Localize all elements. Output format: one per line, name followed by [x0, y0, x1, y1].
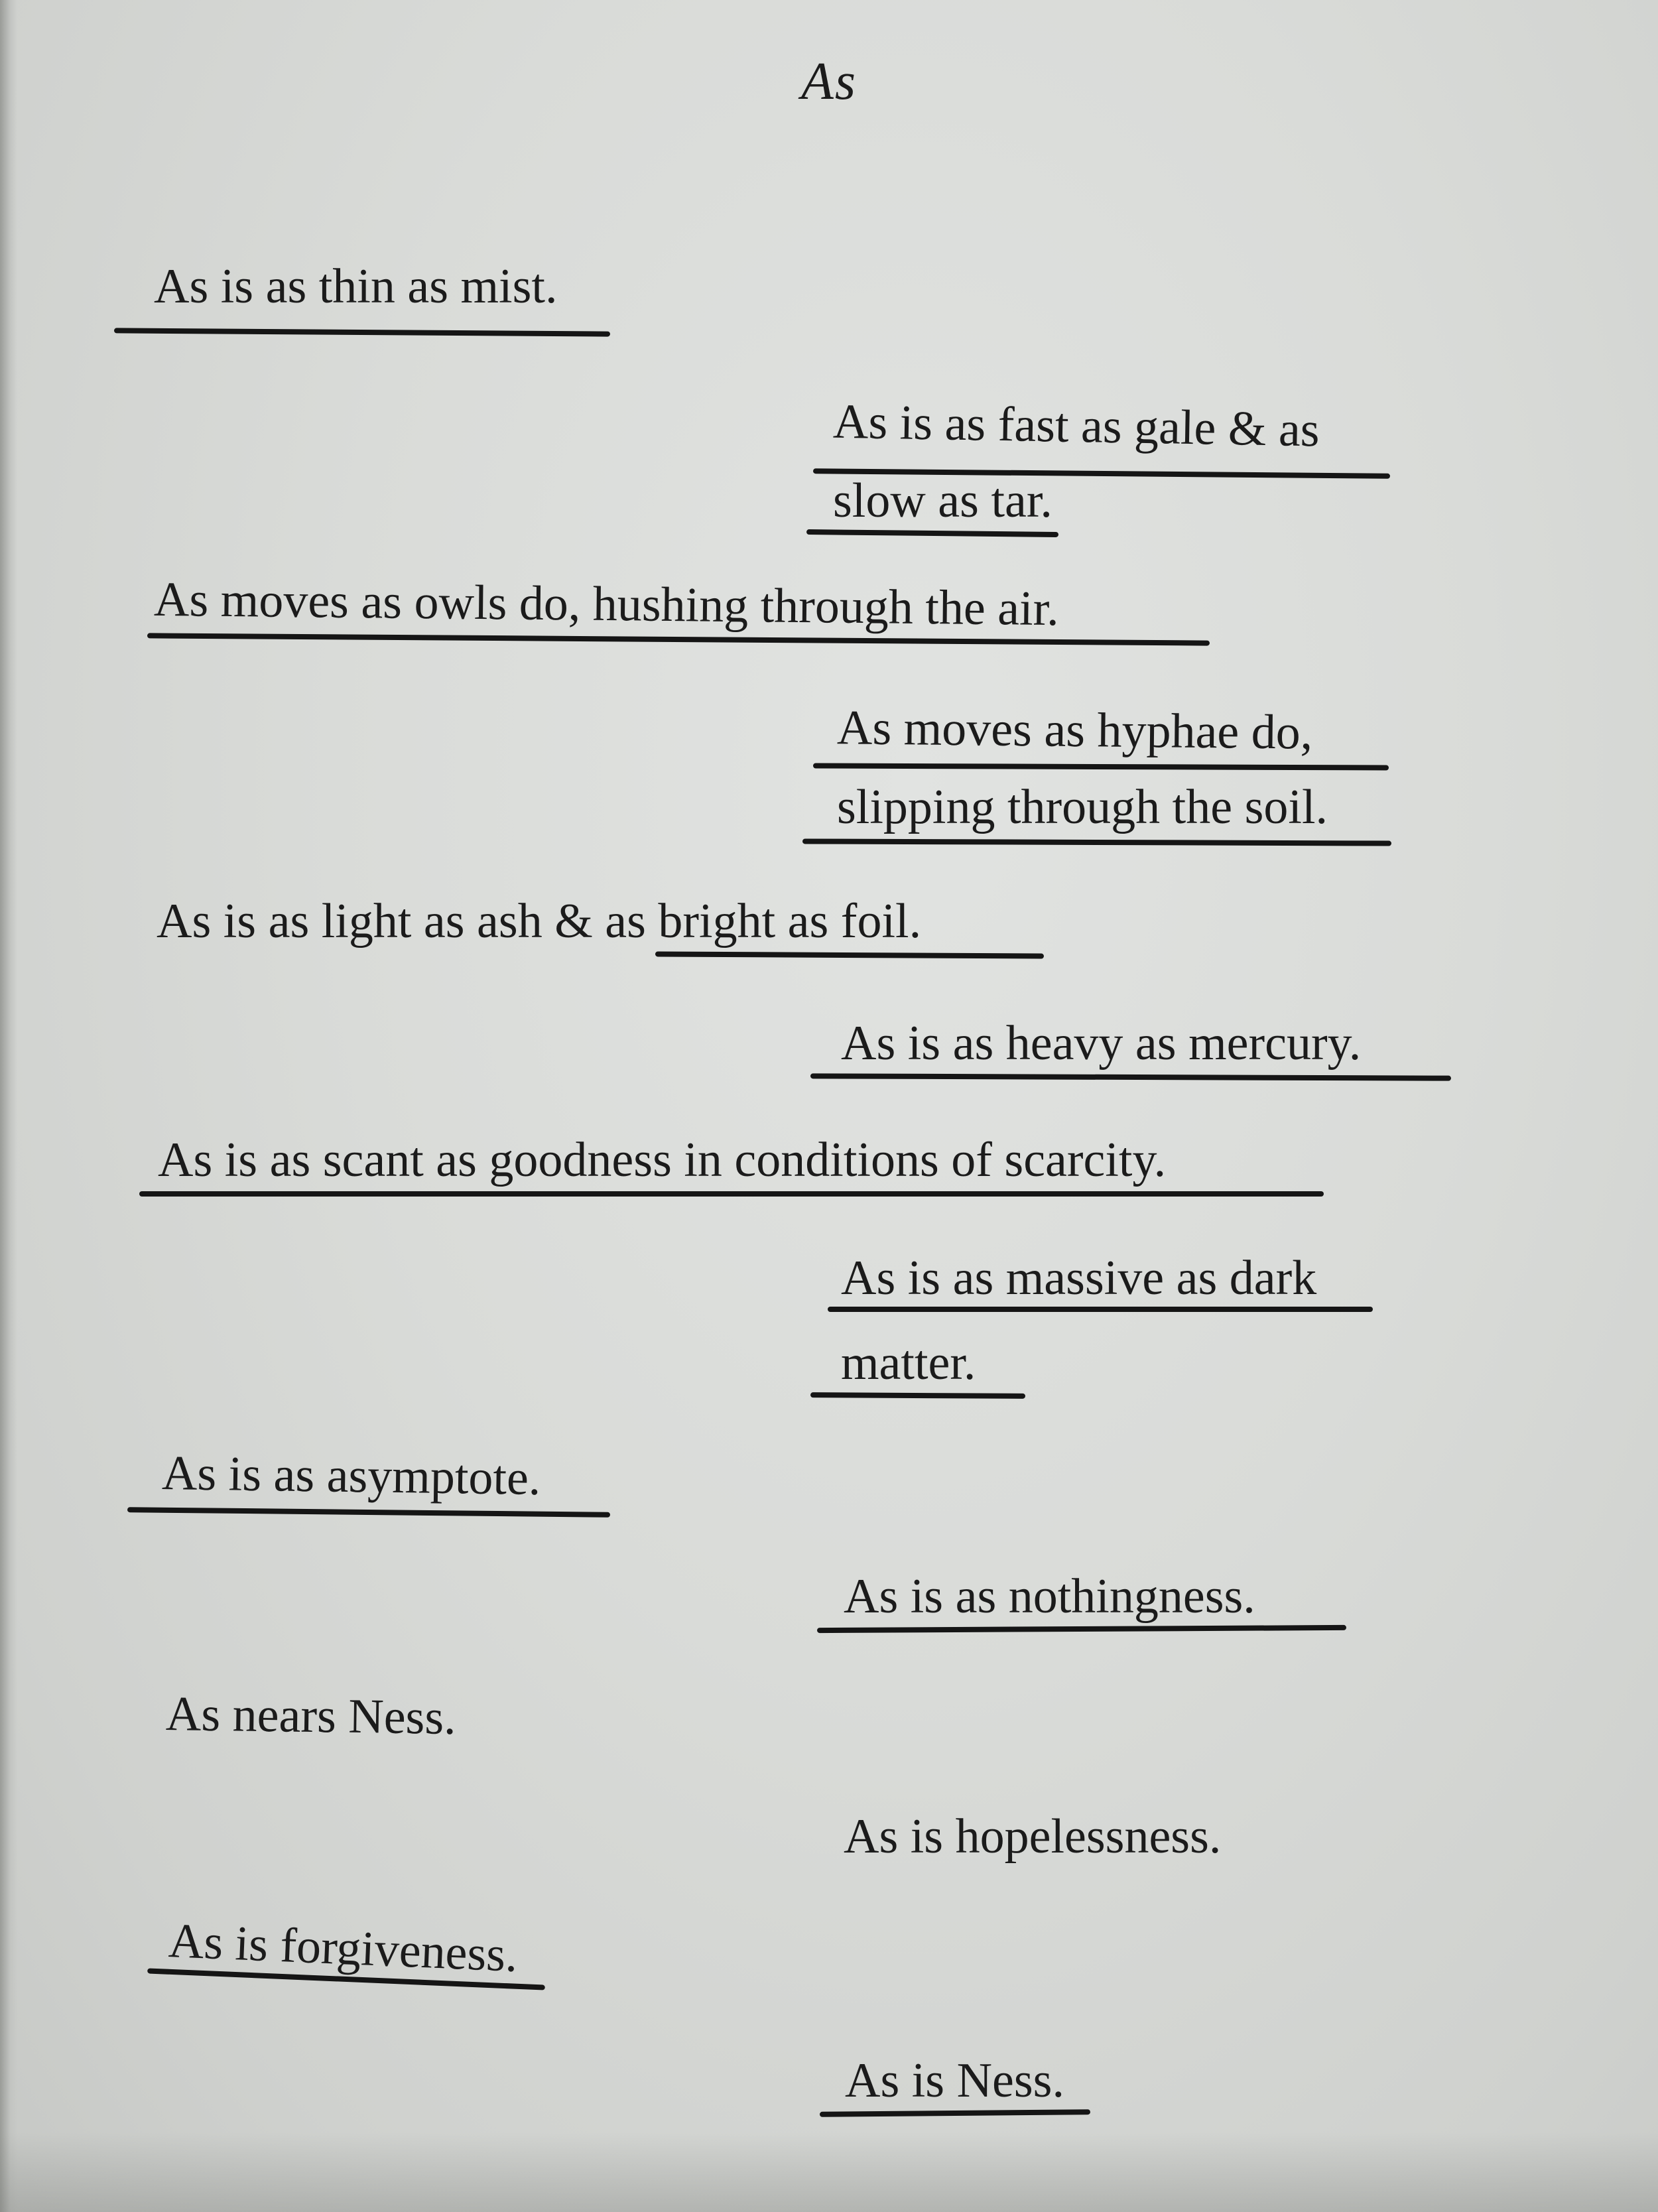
poem-line: As moves as hyphae do, — [836, 700, 1313, 760]
poem-line: As is as heavy as mercury. — [841, 1016, 1362, 1071]
poem-line: As is as scant as goodness in conditions of scarcity. — [158, 1133, 1167, 1187]
pen-underline — [114, 328, 610, 336]
pen-underline — [810, 1073, 1451, 1080]
poem-title: As — [801, 52, 857, 111]
poem-line: As is as thin as mist. — [154, 259, 558, 314]
page-gutter-shadow — [0, 0, 17, 2212]
poem-line: slipping through the soil. — [837, 780, 1328, 834]
pen-underline — [139, 1191, 1324, 1197]
poem-line: As is as fast as gale & as — [832, 394, 1320, 458]
poem-line: As is Ness. — [845, 2053, 1064, 2108]
poem-line: As is hopelessness. — [844, 1809, 1222, 1864]
poem-line: As is as nothingness. — [844, 1569, 1255, 1624]
pen-underline — [806, 529, 1058, 537]
pen-underline — [813, 763, 1389, 770]
poem-line: As nears Ness. — [165, 1686, 457, 1746]
page-bottom-shadow — [0, 2132, 1658, 2212]
pen-underline — [817, 1625, 1346, 1633]
poem-line: As is forgiveness. — [167, 1914, 519, 1983]
poem-line: As is as asymptote. — [161, 1446, 541, 1506]
pen-underline — [828, 1307, 1373, 1312]
pen-underline — [820, 2109, 1090, 2117]
poem-line: As is as light as ash & as bright as foil. — [157, 894, 922, 948]
poem-line: matter. — [841, 1336, 976, 1390]
pen-underline — [127, 1507, 610, 1518]
poem-line: As moves as owls do, hushing through the air. — [153, 572, 1060, 637]
pen-underline — [810, 1392, 1025, 1399]
pen-underline — [655, 951, 1044, 958]
poem-line: As is as massive as dark — [841, 1251, 1317, 1305]
pen-underline — [802, 838, 1391, 846]
poem-line: slow as tar. — [833, 474, 1052, 528]
